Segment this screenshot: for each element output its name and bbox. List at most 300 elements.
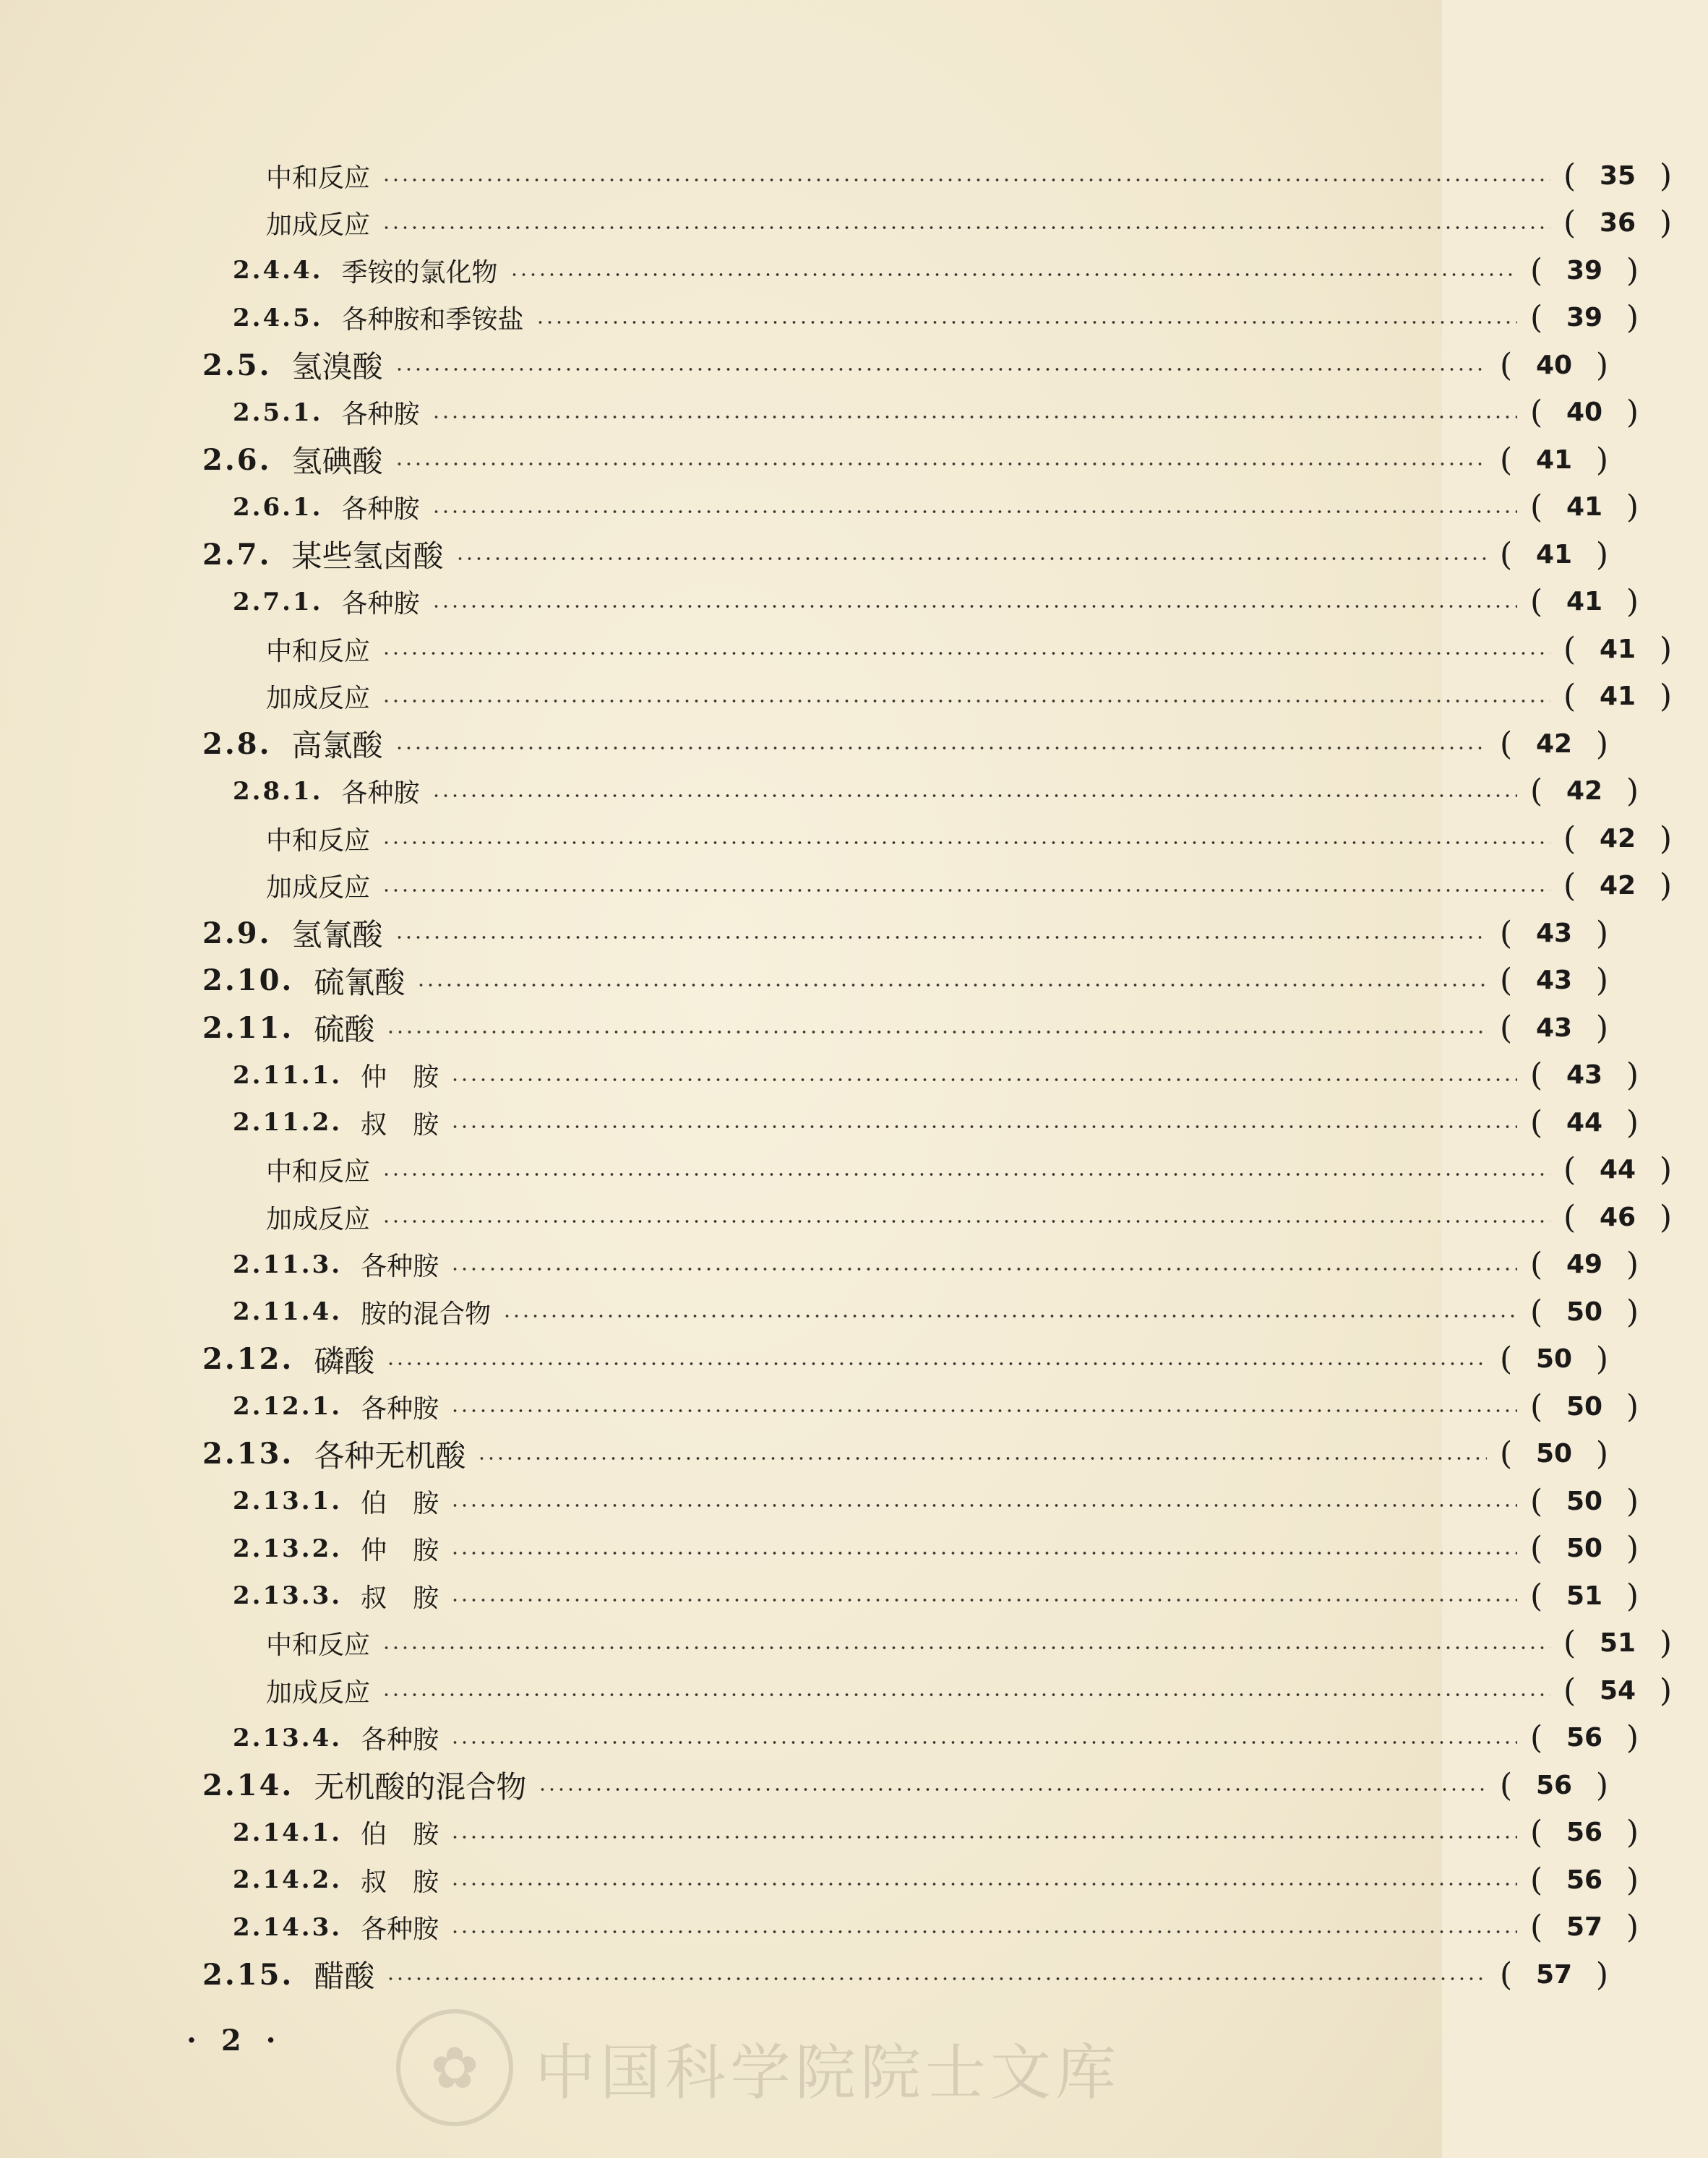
close-paren: ) bbox=[1595, 1956, 1608, 1993]
open-paren: ( bbox=[1563, 157, 1576, 194]
page-number-ref: 41 bbox=[1535, 539, 1573, 569]
section-title: 氢碘酸 bbox=[291, 444, 383, 479]
dot-leader bbox=[395, 747, 1487, 749]
page-number: · 2 · bbox=[186, 2024, 283, 2058]
toc-entry bbox=[0, 862, 1708, 910]
dot-leader bbox=[455, 557, 1487, 560]
section-title: 加成反应 bbox=[266, 873, 371, 903]
section-number: 2.12. bbox=[202, 1342, 294, 1376]
toc-entry bbox=[0, 1904, 1675, 1951]
dot-leader bbox=[386, 1977, 1487, 1980]
dot-leader bbox=[382, 652, 1550, 655]
dot-leader bbox=[432, 416, 1518, 418]
close-paren: ) bbox=[1595, 346, 1608, 384]
toc-entry bbox=[0, 436, 1644, 483]
page-reference bbox=[1530, 1246, 1639, 1283]
section-number: 2.6.1. bbox=[233, 492, 323, 522]
page-number-ref: 56 bbox=[1566, 1865, 1603, 1895]
section-title: 仲 胺 bbox=[361, 1536, 439, 1565]
section-number: 2.8.1. bbox=[233, 776, 323, 806]
page-reference bbox=[1530, 773, 1639, 809]
dot-leader bbox=[386, 1362, 1487, 1365]
section-title: 氢氰酸 bbox=[291, 917, 383, 953]
open-paren: ( bbox=[1563, 678, 1576, 715]
toc-entry-label bbox=[233, 1483, 439, 1520]
toc-entry-label bbox=[233, 1104, 439, 1141]
toc-entry bbox=[0, 1288, 1675, 1336]
close-paren: ) bbox=[1659, 205, 1672, 241]
toc-entry-label bbox=[233, 1862, 439, 1899]
toc-entry-label bbox=[233, 1530, 439, 1567]
open-paren: ( bbox=[1530, 583, 1543, 620]
toc-entry bbox=[0, 294, 1675, 342]
page-number-ref: 51 bbox=[1566, 1581, 1603, 1611]
section-title: 各种胺 bbox=[341, 778, 420, 808]
close-paren: ) bbox=[1595, 1009, 1608, 1046]
open-paren: ( bbox=[1500, 441, 1513, 478]
dot-leader bbox=[395, 936, 1487, 939]
open-paren: ( bbox=[1530, 1246, 1543, 1283]
page-reference bbox=[1563, 631, 1672, 668]
toc-entry-label bbox=[233, 1909, 439, 1946]
toc-entry bbox=[0, 768, 1675, 815]
close-paren: ) bbox=[1659, 867, 1672, 904]
toc-entry-label bbox=[266, 205, 370, 241]
toc-entry bbox=[0, 1004, 1644, 1052]
toc-entry bbox=[0, 199, 1708, 247]
section-title: 各种胺 bbox=[361, 1393, 439, 1424]
close-paren: ) bbox=[1595, 441, 1608, 478]
toc-entry-label bbox=[233, 299, 524, 336]
page-number-ref: 40 bbox=[1535, 350, 1573, 380]
toc-entry bbox=[0, 1809, 1675, 1857]
section-title: 各种胺 bbox=[341, 400, 420, 429]
close-paren: ) bbox=[1595, 536, 1608, 573]
toc-entry-label bbox=[233, 583, 420, 620]
dot-leader bbox=[416, 984, 1487, 986]
page-reference bbox=[1530, 1530, 1639, 1567]
dot-leader bbox=[450, 1409, 1517, 1412]
open-paren: ( bbox=[1530, 489, 1543, 525]
page-number-ref: 39 bbox=[1566, 303, 1603, 332]
close-paren: ) bbox=[1626, 583, 1639, 620]
close-paren: ) bbox=[1626, 1814, 1639, 1851]
page-reference bbox=[1530, 1862, 1639, 1899]
section-title: 各种无机酸 bbox=[314, 1437, 466, 1474]
toc-entry bbox=[0, 1667, 1708, 1714]
section-number: 2.11.2. bbox=[233, 1108, 343, 1137]
toc-entry-label bbox=[233, 1578, 439, 1615]
open-paren: ( bbox=[1563, 1198, 1576, 1236]
open-paren: ( bbox=[1500, 346, 1513, 384]
open-paren: ( bbox=[1530, 1057, 1543, 1093]
section-number: 2.13.2. bbox=[233, 1534, 343, 1563]
page-number-ref: 50 bbox=[1535, 1439, 1573, 1469]
dot-leader bbox=[382, 1173, 1550, 1176]
dot-leader bbox=[432, 510, 1518, 513]
section-number: 2.7.1. bbox=[233, 587, 323, 616]
page-number-ref: 49 bbox=[1566, 1250, 1603, 1279]
academy-seal-icon: ✿ bbox=[396, 2009, 513, 2126]
toc-entry bbox=[0, 814, 1708, 862]
page-reference bbox=[1563, 1672, 1672, 1709]
close-paren: ) bbox=[1626, 1104, 1639, 1141]
open-paren: ( bbox=[1500, 1435, 1513, 1472]
toc-entry-label bbox=[202, 911, 383, 955]
section-number: 2.7. bbox=[202, 537, 272, 572]
section-number: 2.9. bbox=[202, 916, 272, 950]
close-paren: ) bbox=[1595, 962, 1608, 999]
section-title: 伯 胺 bbox=[361, 1820, 439, 1849]
page-number-ref: 56 bbox=[1566, 1818, 1603, 1847]
open-paren: ( bbox=[1563, 205, 1576, 241]
section-number: 2.13.1. bbox=[233, 1487, 343, 1516]
dot-leader bbox=[382, 179, 1550, 181]
toc-entry bbox=[0, 578, 1675, 626]
open-paren: ( bbox=[1530, 252, 1543, 289]
page-number-ref: 35 bbox=[1599, 160, 1636, 191]
section-number: 2.13.4. bbox=[233, 1723, 343, 1753]
open-paren: ( bbox=[1563, 1625, 1576, 1662]
toc-entry bbox=[0, 673, 1708, 721]
toc-entry bbox=[0, 1241, 1675, 1289]
open-paren: ( bbox=[1530, 299, 1543, 336]
section-title: 各种胺和季铵盐 bbox=[341, 305, 524, 335]
section-number: 2.14. bbox=[202, 1768, 294, 1802]
page-number-ref: 46 bbox=[1599, 1202, 1636, 1232]
open-paren: ( bbox=[1530, 1388, 1543, 1425]
dot-leader bbox=[477, 1457, 1487, 1460]
section-title: 加成反应 bbox=[266, 684, 371, 713]
page-number-ref: 39 bbox=[1566, 255, 1603, 285]
close-paren: ) bbox=[1626, 252, 1639, 289]
dot-leader bbox=[538, 1788, 1487, 1791]
page-number-ref: 42 bbox=[1599, 871, 1636, 900]
close-paren: ) bbox=[1626, 1057, 1639, 1093]
toc-entry bbox=[0, 1336, 1644, 1383]
toc-entry bbox=[0, 1052, 1675, 1099]
open-paren: ( bbox=[1530, 773, 1543, 809]
toc-entry bbox=[0, 1525, 1675, 1573]
dot-leader bbox=[450, 1125, 1517, 1128]
open-paren: ( bbox=[1530, 1104, 1543, 1141]
dot-leader bbox=[502, 1315, 1517, 1317]
toc-entry bbox=[0, 1761, 1644, 1809]
page-number-ref: 44 bbox=[1599, 1155, 1636, 1185]
page-reference bbox=[1530, 489, 1639, 525]
toc-entry-label bbox=[202, 533, 444, 576]
section-title: 高氯酸 bbox=[291, 728, 383, 763]
close-paren: ) bbox=[1626, 1530, 1639, 1567]
page-number-ref: 40 bbox=[1566, 397, 1603, 427]
dot-leader bbox=[432, 794, 1518, 797]
toc-entry-label bbox=[266, 158, 370, 194]
page-number-ref: 50 bbox=[1535, 1344, 1573, 1374]
toc-entry bbox=[0, 1477, 1675, 1525]
section-number: 2.5.1. bbox=[233, 397, 323, 427]
page-number-ref: 42 bbox=[1535, 728, 1573, 759]
section-title: 中和反应 bbox=[266, 636, 371, 666]
close-paren: ) bbox=[1659, 820, 1672, 857]
section-number: 2.11.3. bbox=[233, 1250, 343, 1279]
toc-entry-label bbox=[202, 959, 405, 1002]
dot-leader bbox=[536, 321, 1518, 324]
page-reference bbox=[1530, 1909, 1639, 1946]
page-number-ref: 56 bbox=[1535, 1770, 1573, 1800]
close-paren: ) bbox=[1626, 1482, 1639, 1520]
page-number-ref: 50 bbox=[1566, 1391, 1603, 1422]
toc-entry bbox=[0, 341, 1644, 389]
section-number: 2.13. bbox=[202, 1437, 294, 1471]
close-paren: ) bbox=[1659, 1672, 1672, 1709]
toc-entry bbox=[0, 530, 1644, 578]
open-paren: ( bbox=[1530, 1293, 1543, 1331]
toc-entry-label bbox=[266, 1625, 370, 1662]
page-reference bbox=[1530, 252, 1639, 289]
section-title: 醋酸 bbox=[314, 1959, 375, 1994]
section-number: 2.11. bbox=[202, 1010, 294, 1045]
toc-entry bbox=[0, 389, 1675, 437]
dot-leader bbox=[432, 605, 1518, 608]
open-paren: ( bbox=[1530, 1814, 1543, 1851]
toc-entry bbox=[0, 1383, 1675, 1430]
open-paren: ( bbox=[1500, 1341, 1513, 1377]
watermark-text: 中国科学院院士文库 bbox=[535, 2037, 1121, 2108]
page-reference bbox=[1500, 1010, 1608, 1046]
toc-entry bbox=[0, 1193, 1708, 1241]
section-number: 2.6. bbox=[202, 442, 272, 477]
page-reference bbox=[1563, 678, 1672, 715]
toc-entry bbox=[0, 1856, 1675, 1904]
page-reference bbox=[1563, 158, 1672, 194]
dot-leader bbox=[382, 841, 1550, 844]
dot-leader bbox=[450, 1930, 1517, 1933]
page-reference bbox=[1563, 820, 1672, 857]
dot-leader bbox=[450, 1552, 1517, 1555]
section-title: 胺的混合物 bbox=[361, 1299, 492, 1329]
section-title: 叔 胺 bbox=[361, 1867, 439, 1897]
toc-entry-label bbox=[202, 1763, 526, 1807]
page-reference bbox=[1500, 1956, 1608, 1993]
toc-entry-label bbox=[233, 1057, 439, 1093]
section-title: 仲 胺 bbox=[361, 1062, 439, 1092]
section-title: 某些氢卤酸 bbox=[291, 538, 444, 574]
section-title: 各种胺 bbox=[341, 494, 420, 524]
close-paren: ) bbox=[1659, 678, 1672, 715]
toc-entry-label bbox=[202, 343, 383, 387]
page-reference bbox=[1500, 1435, 1608, 1472]
page-reference bbox=[1530, 1483, 1639, 1520]
section-title: 各种胺 bbox=[361, 1252, 439, 1281]
toc-entry bbox=[0, 909, 1644, 957]
section-number: 2.13.3. bbox=[233, 1581, 343, 1610]
page-number-ref: 50 bbox=[1566, 1486, 1603, 1516]
page-reference bbox=[1500, 962, 1608, 999]
open-paren: ( bbox=[1530, 1530, 1543, 1567]
close-paren: ) bbox=[1626, 299, 1639, 336]
watermark bbox=[396, 2009, 1120, 2126]
page-reference bbox=[1530, 1578, 1639, 1615]
page-number-ref: 41 bbox=[1566, 587, 1603, 616]
page-reference bbox=[1530, 1104, 1639, 1141]
page-reference bbox=[1563, 867, 1672, 904]
section-number: 2.8. bbox=[202, 726, 272, 761]
toc-entry-label bbox=[233, 1719, 439, 1756]
toc-entry-label bbox=[202, 1953, 374, 1996]
page-number-ref: 57 bbox=[1566, 1912, 1603, 1942]
toc-entry bbox=[0, 1146, 1708, 1194]
section-title: 各种胺 bbox=[361, 1914, 439, 1944]
open-paren: ( bbox=[1563, 1151, 1576, 1188]
dot-leader bbox=[382, 700, 1550, 702]
toc-entry-label bbox=[202, 722, 383, 765]
page-reference bbox=[1530, 1719, 1639, 1756]
close-paren: ) bbox=[1659, 157, 1672, 194]
page-number-ref: 41 bbox=[1599, 682, 1636, 711]
open-paren: ( bbox=[1530, 394, 1543, 431]
page-number-ref: 42 bbox=[1566, 776, 1603, 806]
page-reference bbox=[1500, 536, 1608, 573]
page-reference bbox=[1530, 583, 1639, 620]
toc-entry-label bbox=[233, 1246, 439, 1283]
page-reference bbox=[1530, 299, 1639, 336]
toc-entry-label bbox=[266, 820, 370, 857]
dot-leader bbox=[382, 1646, 1550, 1649]
page-number-ref: 56 bbox=[1566, 1723, 1603, 1753]
section-title: 中和反应 bbox=[266, 163, 371, 193]
toc-entry-label bbox=[202, 1006, 374, 1049]
open-paren: ( bbox=[1530, 1909, 1543, 1946]
section-title: 季铵的氯化物 bbox=[341, 257, 498, 288]
section-number: 2.4.4. bbox=[233, 256, 323, 285]
close-paren: ) bbox=[1659, 1151, 1672, 1188]
toc-entry bbox=[0, 483, 1675, 531]
dot-leader bbox=[450, 1883, 1517, 1886]
close-paren: ) bbox=[1626, 1246, 1639, 1283]
page-number-ref: 43 bbox=[1535, 918, 1573, 948]
section-number: 2.4.5. bbox=[233, 303, 323, 332]
toc-entry bbox=[0, 1430, 1644, 1478]
close-paren: ) bbox=[1595, 725, 1608, 762]
dot-leader bbox=[386, 1031, 1487, 1033]
page-reference bbox=[1530, 394, 1639, 431]
page-reference bbox=[1563, 1151, 1672, 1188]
open-paren: ( bbox=[1563, 630, 1576, 668]
dot-leader bbox=[450, 1599, 1517, 1602]
page-reference bbox=[1530, 1814, 1639, 1851]
section-number: 2.15. bbox=[202, 1957, 294, 1992]
section-title: 硫氰酸 bbox=[314, 964, 405, 1000]
close-paren: ) bbox=[1626, 1388, 1639, 1425]
section-title: 加成反应 bbox=[266, 1677, 371, 1708]
section-title: 叔 胺 bbox=[361, 1583, 439, 1613]
section-title: 磷酸 bbox=[314, 1343, 375, 1379]
toc-entry-label bbox=[202, 438, 383, 481]
section-number: 2.12.1. bbox=[233, 1392, 343, 1421]
dot-leader bbox=[382, 1693, 1550, 1696]
open-paren: ( bbox=[1563, 867, 1576, 904]
toc-entry bbox=[0, 1620, 1708, 1667]
toc-entry-label bbox=[266, 867, 370, 904]
section-number: 2.14.3. bbox=[233, 1912, 343, 1942]
toc-entry bbox=[0, 246, 1675, 294]
section-title: 硫酸 bbox=[314, 1012, 375, 1047]
close-paren: ) bbox=[1626, 394, 1639, 431]
section-title: 各种胺 bbox=[341, 589, 420, 619]
open-paren: ( bbox=[1500, 536, 1513, 573]
toc-entry-label bbox=[266, 1199, 370, 1236]
open-paren: ( bbox=[1563, 820, 1576, 857]
section-title: 伯 胺 bbox=[361, 1488, 439, 1518]
page-reference bbox=[1530, 1388, 1639, 1425]
toc-entry bbox=[0, 720, 1644, 768]
close-paren: ) bbox=[1659, 1198, 1672, 1236]
close-paren: ) bbox=[1626, 1861, 1639, 1899]
toc-entry bbox=[0, 1099, 1675, 1146]
open-paren: ( bbox=[1563, 1672, 1576, 1709]
open-paren: ( bbox=[1500, 725, 1513, 762]
dot-leader bbox=[395, 368, 1487, 371]
section-number: 2.14.1. bbox=[233, 1818, 343, 1847]
toc-entry-label bbox=[266, 678, 370, 715]
section-title: 中和反应 bbox=[266, 1630, 371, 1660]
page-number-ref: 50 bbox=[1566, 1297, 1603, 1327]
page-reference bbox=[1500, 1767, 1608, 1804]
close-paren: ) bbox=[1595, 1341, 1608, 1377]
toc-entry-label bbox=[233, 394, 420, 431]
page-number-ref: 44 bbox=[1566, 1107, 1603, 1138]
section-number: 2.14.2. bbox=[233, 1865, 343, 1894]
close-paren: ) bbox=[1595, 1435, 1608, 1472]
dot-leader bbox=[382, 226, 1550, 229]
dot-leader bbox=[395, 463, 1487, 465]
open-paren: ( bbox=[1530, 1861, 1543, 1899]
section-title: 加成反应 bbox=[266, 210, 371, 240]
page-number-ref: 43 bbox=[1566, 1060, 1603, 1090]
dot-leader bbox=[450, 1741, 1517, 1744]
page-number-ref: 54 bbox=[1599, 1675, 1636, 1706]
close-paren: ) bbox=[1626, 1719, 1639, 1756]
page-reference bbox=[1563, 205, 1672, 241]
page-reference bbox=[1563, 1625, 1672, 1662]
section-title: 叔 胺 bbox=[361, 1109, 439, 1140]
section-number: 2.10. bbox=[202, 963, 294, 997]
dot-leader bbox=[450, 1504, 1517, 1507]
page-number-ref: 41 bbox=[1566, 492, 1603, 522]
toc-entry-label bbox=[233, 489, 420, 525]
toc-entry-label bbox=[233, 252, 498, 289]
open-paren: ( bbox=[1500, 914, 1513, 952]
page-number-ref: 43 bbox=[1535, 966, 1573, 995]
page-reference bbox=[1500, 915, 1608, 952]
page-number-ref: 41 bbox=[1599, 634, 1636, 664]
section-title: 各种胺 bbox=[361, 1725, 439, 1755]
dot-leader bbox=[450, 1268, 1517, 1271]
page-number-ref: 36 bbox=[1599, 208, 1636, 238]
section-number: 2.5. bbox=[202, 348, 272, 382]
toc-entry-label bbox=[202, 1338, 374, 1381]
open-paren: ( bbox=[1500, 1956, 1513, 1993]
page-reference bbox=[1530, 1057, 1639, 1093]
toc-entry bbox=[0, 152, 1708, 199]
section-number: 2.11.4. bbox=[233, 1297, 343, 1326]
toc-entry-label bbox=[233, 1294, 491, 1331]
dot-leader bbox=[382, 889, 1550, 892]
close-paren: ) bbox=[1659, 630, 1672, 668]
open-paren: ( bbox=[1530, 1482, 1543, 1520]
page-number-ref: 41 bbox=[1535, 444, 1573, 475]
toc-entry bbox=[0, 1714, 1675, 1762]
